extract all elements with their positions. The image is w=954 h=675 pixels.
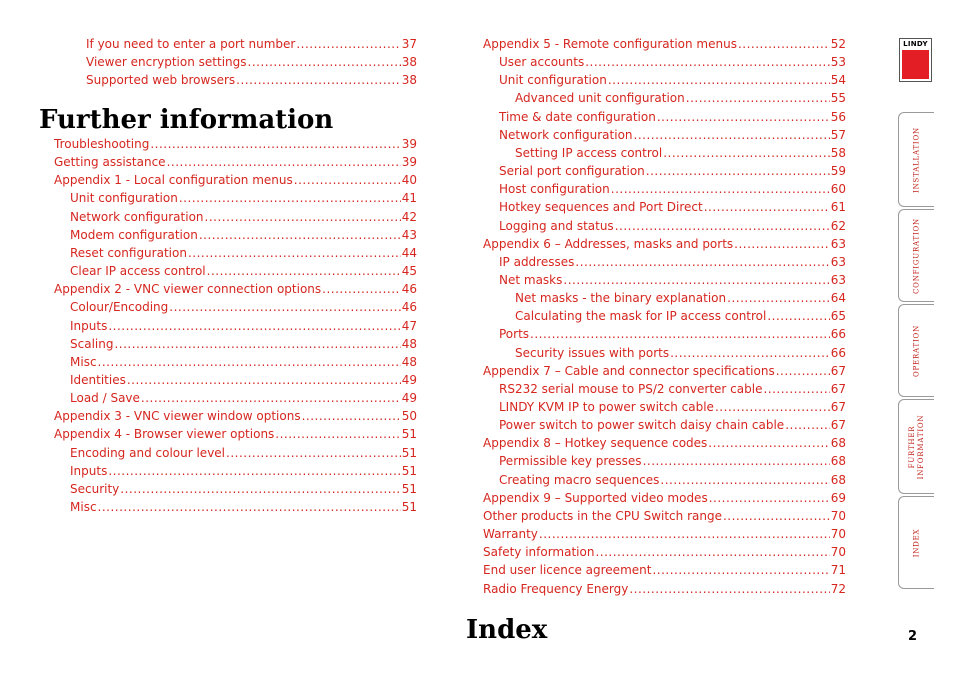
toc-entry[interactable] [54, 155, 417, 171]
toc-page-number: 66 [830, 345, 846, 360]
toc-page-number: 70 [830, 508, 846, 523]
toc-entry[interactable] [499, 418, 846, 434]
toc-entry[interactable] [515, 291, 846, 307]
toc-dot-leader [539, 527, 830, 542]
toc-page-number: 44 [401, 245, 417, 260]
toc-dot-leader [663, 146, 830, 161]
toc-entry-title: Colour/Encoding [70, 300, 169, 315]
toc-entry-title: Clear IP access control [70, 264, 206, 279]
toc-entry[interactable] [499, 273, 846, 289]
toc-dot-leader [615, 219, 830, 234]
toc-entry-title: Permissible key presses [499, 454, 642, 469]
toc-entry[interactable] [483, 563, 846, 579]
toc-dot-leader [776, 364, 830, 379]
toc-entry-title: RS232 serial mouse to PS/2 converter cable [499, 381, 763, 396]
toc-entry[interactable] [70, 355, 417, 371]
toc-entry[interactable] [483, 364, 846, 380]
toc-page-number: 68 [830, 436, 846, 451]
toc-entry[interactable] [499, 473, 846, 489]
toc-page-number: 68 [830, 472, 846, 487]
toc-dot-leader [302, 409, 401, 424]
toc-page-number: 48 [401, 336, 417, 351]
toc-dot-leader [646, 164, 830, 179]
toc-entry[interactable] [515, 346, 846, 362]
toc-entry-title: Calculating the mask for IP access control [515, 309, 767, 324]
toc-entry-title: Unit configuration [499, 73, 607, 88]
toc-entry-title: Reset configuration [70, 245, 187, 260]
toc-page-number: 67 [830, 400, 846, 414]
toc-entry[interactable] [515, 91, 846, 107]
toc-page-number: 38 [401, 73, 417, 88]
toc-dot-leader [108, 319, 400, 334]
toc-page-number: 57 [830, 127, 846, 142]
toc-entry[interactable] [483, 436, 846, 452]
toc-entry[interactable] [483, 582, 846, 598]
toc-entry[interactable] [483, 491, 846, 507]
toc-entry-title: Troubleshooting [54, 137, 150, 151]
toc-entry[interactable] [499, 327, 846, 343]
tab-label: CONFIGURATION [912, 217, 920, 294]
toc-entry-title: Scaling [70, 336, 114, 351]
toc-page-number: 55 [830, 91, 846, 106]
toc-entry-title: Modem configuration [70, 227, 198, 242]
toc-entry-title: Radio Frequency Energy [483, 581, 629, 596]
toc-page-number: 51 [401, 463, 417, 478]
toc-dot-leader [530, 327, 830, 342]
toc-dot-leader [98, 355, 401, 370]
toc-dot-leader [643, 454, 830, 469]
toc-page-number: 53 [830, 55, 846, 70]
toc-entry-title: Inputs [70, 318, 108, 333]
toc-dot-leader [585, 55, 829, 70]
toc-entry[interactable] [86, 73, 417, 89]
toc-dot-leader [120, 482, 400, 497]
toc-entry[interactable] [499, 255, 846, 271]
toc-entry-title: Appendix 5 - Remote configuration menus [483, 37, 737, 51]
toc-dot-leader [199, 228, 401, 243]
toc-entry-title: IP addresses [499, 254, 575, 269]
toc-entry[interactable] [70, 191, 417, 207]
toc-dot-leader [738, 37, 830, 52]
toc-dot-leader [715, 400, 830, 415]
toc-entry-title: Security issues with ports [515, 345, 670, 360]
toc-page-number: 70 [830, 545, 846, 560]
toc-entry[interactable] [483, 37, 846, 53]
toc-entry-title: Appendix 3 - VNC viewer window options [54, 409, 301, 424]
toc-dot-leader [727, 291, 830, 306]
toc-entry[interactable] [483, 509, 846, 525]
toc-entry[interactable] [499, 454, 846, 470]
toc-page-number: 42 [401, 209, 417, 224]
toc-dot-leader [127, 373, 401, 388]
toc-dot-leader [763, 382, 829, 397]
toc-entry[interactable] [499, 128, 846, 144]
toc-entry[interactable] [54, 137, 417, 153]
tab-label: INSTALLATION [912, 126, 920, 193]
toc-entry[interactable] [54, 173, 417, 189]
toc-entry[interactable] [515, 309, 846, 325]
toc-entry-title: Other products in the CPU Switch range [483, 508, 722, 523]
toc-page-number: 67 [830, 381, 846, 396]
toc-entry-title: Net masks - the binary explanation [515, 291, 727, 306]
toc-page-number: 62 [830, 218, 846, 233]
toc-entry[interactable] [86, 37, 417, 53]
toc-entry[interactable] [70, 373, 417, 389]
toc-entry-title: Appendix 2 - VNC viewer connection options [54, 282, 322, 297]
toc-dot-leader [709, 491, 830, 506]
tab-label: OPERATION [912, 324, 920, 377]
toc-entry-title: Creating macro sequences [499, 472, 660, 487]
toc-entry-title: Getting assistance [54, 155, 166, 170]
toc-page-number: 49 [401, 391, 417, 406]
toc-entry-title: Power switch to power switch daisy chain cable [499, 418, 785, 433]
toc-entry[interactable] [70, 300, 417, 316]
toc-dot-leader [652, 563, 829, 578]
toc-dot-leader [179, 191, 401, 206]
toc-entry-title: Encoding and colour level [70, 445, 226, 460]
toc-dot-leader [188, 246, 401, 261]
toc-dot-leader [660, 473, 829, 488]
toc-entry[interactable] [54, 282, 417, 298]
toc-page-number: 49 [401, 372, 417, 387]
toc-entry-title: Viewer encryption settings [86, 55, 247, 70]
toc-page-number: 59 [830, 164, 846, 179]
toc-dot-leader [296, 37, 400, 52]
toc-page-number: 45 [401, 264, 417, 279]
toc-page-number: 51 [401, 445, 417, 460]
toc-entry-title: If you need to enter a port number [86, 37, 296, 51]
toc-entry-title: LINDY KVM IP to power switch cable [499, 400, 714, 414]
toc-entry-title: Warranty [483, 527, 538, 542]
toc-dot-leader [595, 545, 829, 560]
toc-dot-leader [322, 282, 401, 297]
toc-page-number: 66 [830, 327, 846, 342]
tab-label: INDEX [912, 528, 920, 557]
page-number: 2 [908, 629, 918, 644]
toc-page-number: 40 [401, 173, 417, 188]
toc-page-number: 71 [830, 563, 846, 578]
toc-entry-title: Misc [70, 500, 97, 514]
logo-text: LINDY [903, 40, 928, 48]
toc-entry[interactable] [499, 200, 846, 216]
toc-dot-leader [563, 273, 829, 288]
toc-entry-title: Appendix 7 – Cable and connector specifications [483, 363, 775, 378]
toc-dot-leader [114, 337, 400, 352]
toc-page-number: 63 [830, 254, 846, 269]
toc-entry-title: Appendix 1 - Local configuration menus [54, 173, 293, 188]
toc-page-number: 37 [401, 37, 417, 51]
toc-page-number: 51 [401, 481, 417, 496]
toc-page-number: 56 [830, 109, 846, 124]
toc-page-number: 61 [830, 200, 846, 215]
toc-dot-leader [294, 173, 401, 188]
toc-entry[interactable] [70, 246, 417, 262]
toc-page-number: 39 [401, 137, 417, 151]
toc-dot-leader [767, 309, 829, 324]
lindy-logo [899, 38, 932, 82]
toc-entry[interactable] [499, 382, 846, 398]
toc-entry-title: Misc [70, 354, 97, 369]
tab-installation[interactable] [898, 112, 934, 207]
toc-entry[interactable] [86, 55, 417, 71]
toc-entry[interactable] [70, 500, 417, 516]
toc-entry-title: Unit configuration [70, 191, 178, 206]
toc-entry-title: Appendix 4 - Browser viewer options [54, 427, 275, 442]
toc-entry[interactable] [499, 73, 846, 89]
toc-entry[interactable] [483, 545, 846, 561]
tab-configuration[interactable] [898, 209, 934, 302]
toc-entry-title: Host configuration [499, 182, 610, 197]
toc-entry-title: Setting IP access control [515, 145, 663, 160]
tab-label: FURTHER INFORMATION [907, 414, 925, 479]
toc-dot-leader [704, 200, 830, 215]
toc-entry[interactable] [70, 210, 417, 226]
toc-page-number: 46 [401, 300, 417, 315]
toc-dot-leader [670, 346, 830, 361]
toc-dot-leader [226, 446, 401, 461]
toc-page-number: 72 [830, 581, 846, 596]
tab-operation[interactable] [898, 304, 934, 397]
toc-entry-title: Load / Save [70, 391, 140, 406]
toc-page-number: 68 [830, 454, 846, 469]
toc-dot-leader [629, 582, 829, 597]
toc-entry[interactable] [483, 527, 846, 543]
toc-page-number: 67 [830, 363, 846, 378]
toc-entry-title: Security [70, 481, 120, 496]
toc-dot-leader [108, 464, 400, 479]
toc-page-number: 43 [401, 227, 417, 242]
toc-page-number: 48 [401, 354, 417, 369]
toc-dot-leader [236, 73, 401, 88]
toc-dot-leader [575, 255, 829, 270]
tab-further-information[interactable] [898, 399, 934, 494]
toc-entry[interactable] [499, 110, 846, 126]
toc-page-number: 63 [830, 236, 846, 251]
toc-page-number: 67 [830, 418, 846, 433]
toc-entry-title: Time & date configuration [499, 109, 656, 124]
toc-page-number: 69 [830, 490, 846, 505]
toc-dot-leader [734, 237, 830, 252]
toc-entry[interactable] [499, 400, 846, 416]
heading-further-information: Further information [39, 105, 334, 135]
toc-dot-leader [98, 500, 401, 515]
toc-page-number: 47 [401, 318, 417, 333]
toc-entry-title: Hotkey sequences and Port Direct [499, 200, 703, 215]
toc-entry-title: Network configuration [499, 127, 633, 142]
toc-dot-leader [169, 300, 400, 315]
toc-entry-title: Net masks [499, 272, 563, 287]
toc-page-number: 63 [830, 272, 846, 287]
toc-entry[interactable] [499, 55, 846, 71]
toc-page-number: 50 [401, 409, 417, 424]
toc-entry-title: Inputs [70, 463, 108, 478]
toc-entry-title: Serial port configuration [499, 164, 645, 179]
toc-page-number: 38 [401, 55, 417, 70]
toc-entry[interactable] [70, 482, 417, 498]
toc-entry-title: Appendix 8 – Hotkey sequence codes [483, 436, 708, 451]
toc-entry-title: End user licence agreement [483, 563, 652, 578]
toc-page-number: 64 [830, 291, 846, 306]
toc-entry-title: Ports [499, 327, 530, 342]
toc-entry-title: Supported web browsers [86, 73, 236, 88]
toc-dot-leader [785, 418, 830, 433]
toc-dot-leader [141, 391, 401, 406]
toc-dot-leader [205, 210, 401, 225]
toc-dot-leader [207, 264, 401, 279]
toc-page-number: 51 [401, 500, 417, 514]
toc-page-number: 41 [401, 191, 417, 206]
tab-index[interactable] [898, 496, 934, 589]
toc-dot-leader [723, 509, 830, 524]
toc-dot-leader [708, 436, 829, 451]
toc-page-number: 65 [830, 309, 846, 324]
toc-dot-leader [150, 137, 400, 152]
toc-entry[interactable] [70, 228, 417, 244]
toc-dot-leader [275, 427, 400, 442]
heading-index: Index [466, 615, 548, 645]
toc-dot-leader [167, 155, 401, 170]
toc-dot-leader [634, 128, 830, 143]
toc-entry[interactable] [499, 164, 846, 180]
toc-entry-title: Logging and status [499, 218, 614, 233]
toc-page-number: 52 [830, 37, 846, 51]
toc-entry[interactable] [54, 409, 417, 425]
toc-dot-leader [248, 55, 401, 70]
toc-entry[interactable] [70, 319, 417, 335]
toc-entry-title: Advanced unit configuration [515, 91, 685, 106]
toc-entry[interactable] [70, 391, 417, 407]
toc-entry[interactable] [70, 264, 417, 280]
toc-entry[interactable] [483, 237, 846, 253]
toc-dot-leader [611, 182, 830, 197]
toc-entry-title: User accounts [499, 55, 585, 70]
toc-entry-title: Appendix 6 – Addresses, masks and ports [483, 236, 734, 251]
toc-entry-title: Identities [70, 372, 126, 387]
logo-red-square [902, 50, 929, 79]
toc-page-number: 60 [830, 182, 846, 197]
toc-entry[interactable] [499, 219, 846, 235]
toc-entry[interactable] [70, 337, 417, 353]
toc-entry[interactable] [70, 464, 417, 480]
toc-entry-title: Appendix 9 – Supported video modes [483, 490, 708, 505]
toc-entry[interactable] [70, 446, 417, 462]
toc-entry[interactable] [499, 182, 846, 198]
toc-dot-leader [657, 110, 830, 125]
toc-dot-leader [608, 73, 830, 88]
toc-entry[interactable] [54, 427, 417, 443]
toc-page-number: 39 [401, 155, 417, 170]
toc-entry[interactable] [515, 146, 846, 162]
toc-page-number: 46 [401, 282, 417, 297]
toc-page-number: 51 [401, 427, 417, 442]
toc-entry-title: Safety information [483, 545, 595, 560]
toc-page-number: 58 [830, 145, 846, 160]
toc-dot-leader [686, 91, 830, 106]
toc-page-number: 70 [830, 527, 846, 542]
toc-page-number: 54 [830, 73, 846, 88]
toc-entry-title: Network configuration [70, 209, 204, 224]
